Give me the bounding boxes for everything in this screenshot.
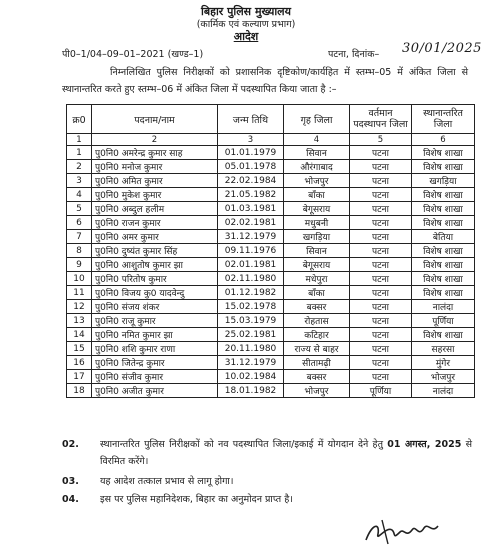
col-num: 5 bbox=[350, 134, 412, 146]
paragraph-number: 03. bbox=[62, 476, 79, 487]
cell-serial: 4 bbox=[67, 188, 92, 202]
table-row bbox=[67, 146, 475, 160]
cell-transferred-district: भोजपुर bbox=[412, 370, 475, 384]
table-row bbox=[67, 174, 475, 188]
cell-home-district: मधुबनी bbox=[284, 216, 350, 230]
cell-serial: 1 bbox=[67, 146, 92, 160]
cell-current-posting: पटना bbox=[350, 202, 412, 216]
cell-serial: 9 bbox=[67, 258, 92, 272]
cell-current-posting: पटना bbox=[350, 328, 412, 342]
paragraph-text-after: से विरमित करेंगे। bbox=[100, 439, 472, 467]
column-number-row bbox=[67, 134, 475, 146]
cell-name: पु0नि0 अब्दुल हलीम bbox=[92, 202, 218, 216]
cell-home-district: खगड़िया bbox=[284, 230, 350, 244]
cell-transferred-district: विशेष शाखा bbox=[412, 216, 475, 230]
cell-dob: 20.11.1980 bbox=[218, 342, 284, 356]
cell-home-district: बेगूसराय bbox=[284, 202, 350, 216]
table-row bbox=[67, 300, 475, 314]
cell-serial: 5 bbox=[67, 202, 92, 216]
cell-transferred-district: पूर्णिया bbox=[412, 314, 475, 328]
cell-dob: 02.01.1981 bbox=[218, 258, 284, 272]
cell-current-posting: पटना bbox=[350, 370, 412, 384]
col-num: 3 bbox=[218, 134, 284, 146]
cell-dob: 09.11.1976 bbox=[218, 244, 284, 258]
header-dob: जन्म तिथि bbox=[218, 105, 284, 134]
cell-dob: 31.12.1979 bbox=[218, 230, 284, 244]
cell-transferred-district: विशेष शाखा bbox=[412, 146, 475, 160]
cell-current-posting: पटना bbox=[350, 244, 412, 258]
cell-serial: 12 bbox=[67, 300, 92, 314]
cell-transferred-district: सहरसा bbox=[412, 342, 475, 356]
cell-serial: 8 bbox=[67, 244, 92, 258]
header-transferred-district: स्थानान्तरित जिला bbox=[412, 105, 475, 134]
cell-serial: 14 bbox=[67, 328, 92, 342]
cell-name: पु0नि0 मनोज कुमार bbox=[92, 160, 218, 174]
table-row bbox=[67, 328, 475, 342]
col-num: 4 bbox=[284, 134, 350, 146]
cell-serial: 13 bbox=[67, 314, 92, 328]
transfer-table bbox=[66, 104, 475, 398]
table-row bbox=[67, 216, 475, 230]
intro-paragraph bbox=[62, 64, 468, 98]
cell-name: पु0नि0 संजीव कुमार bbox=[92, 370, 218, 384]
office-name: बिहार पुलिस मुख्यालय bbox=[200, 5, 292, 18]
order-title: आदेश bbox=[233, 30, 259, 43]
cell-dob: 02.11.1980 bbox=[218, 272, 284, 286]
cell-current-posting: पटना bbox=[350, 300, 412, 314]
table-row bbox=[67, 342, 475, 356]
cell-transferred-district: बेतिया bbox=[412, 230, 475, 244]
cell-name: पु0नि0 संजय शंकर bbox=[92, 300, 218, 314]
release-date: 01 अगस्त, 2025 bbox=[387, 439, 462, 450]
cell-transferred-district: विशेष शाखा bbox=[412, 244, 475, 258]
cell-serial: 16 bbox=[67, 356, 92, 370]
cell-dob: 25.02.1981 bbox=[218, 328, 284, 342]
paragraph-text-before: स्थानान्तरित पुलिस निरीक्षकों को नव पदस्थापित जिला/इकाई में योगदान देने हेतु bbox=[100, 439, 383, 450]
cell-name: पु0नि0 राजन कुमार bbox=[92, 216, 218, 230]
cell-name: पु0नि0 जितेन्द्र कुमार bbox=[92, 356, 218, 370]
table-row bbox=[67, 272, 475, 286]
cell-transferred-district: मुंगेर bbox=[412, 356, 475, 370]
cell-home-district: बाँका bbox=[284, 286, 350, 300]
cell-current-posting: पटना bbox=[350, 174, 412, 188]
cell-serial: 17 bbox=[67, 370, 92, 384]
cell-transferred-district: विशेष शाखा bbox=[412, 258, 475, 272]
cell-current-posting: पटना bbox=[350, 146, 412, 160]
cell-serial: 6 bbox=[67, 216, 92, 230]
cell-home-district: भोजपुर bbox=[284, 384, 350, 398]
branch-name: (कार्मिक एवं कल्याण प्रभाग) bbox=[196, 19, 296, 30]
cell-home-district: बेगूसराय bbox=[284, 258, 350, 272]
cell-transferred-district: विशेष शाखा bbox=[412, 272, 475, 286]
cell-name: पु0नि0 राजू कुमार bbox=[92, 314, 218, 328]
cell-transferred-district: विशेष शाखा bbox=[412, 286, 475, 300]
cell-dob: 15.03.1979 bbox=[218, 314, 284, 328]
table-row bbox=[67, 384, 475, 398]
header-name: पदनाम/नाम bbox=[92, 105, 218, 134]
cell-current-posting: पटना bbox=[350, 286, 412, 300]
table-row bbox=[67, 202, 475, 216]
place-date-label: पटना, दिनांक– bbox=[328, 49, 380, 60]
cell-serial: 11 bbox=[67, 286, 92, 300]
cell-dob: 05.01.1978 bbox=[218, 160, 284, 174]
cell-current-posting: पटना bbox=[350, 188, 412, 202]
cell-home-district: बक्सर bbox=[284, 370, 350, 384]
cell-name: पु0नि0 विजय कु0 यादवेन्दु bbox=[92, 286, 218, 300]
cell-home-district: औरंगाबाद bbox=[284, 160, 350, 174]
table-row bbox=[67, 160, 475, 174]
cell-home-district: रोहतास bbox=[284, 314, 350, 328]
cell-transferred-district: विशेष शाखा bbox=[412, 328, 475, 342]
cell-name: पु0नि0 नमित कुमार झा bbox=[92, 328, 218, 342]
cell-current-posting: पटना bbox=[350, 356, 412, 370]
col-num: 6 bbox=[412, 134, 475, 146]
cell-serial: 15 bbox=[67, 342, 92, 356]
cell-home-district: बक्सर bbox=[284, 300, 350, 314]
table-row bbox=[67, 230, 475, 244]
cell-home-district: राज्य से बाहर bbox=[284, 342, 350, 356]
intro-text: निम्नलिखित पुलिस निरीक्षकों को प्रशासनिक दृष्टिकोण/कार्यहित में स्तम्भ–05 में अंकित जिला से स्थानान्तरित करते हुए स्तम्भ–06 में अंकित जिला में पदस्थापित किया जाता है :– bbox=[62, 67, 468, 95]
cell-dob: 31.12.1979 bbox=[218, 356, 284, 370]
cell-name: पु0नि0 दुष्यंत कुमार सिंह bbox=[92, 244, 218, 258]
table-row bbox=[67, 258, 475, 272]
cell-home-district: सीतामढ़ी bbox=[284, 356, 350, 370]
table-row bbox=[67, 356, 475, 370]
cell-transferred-district: खगड़िया bbox=[412, 174, 475, 188]
col-num: 2 bbox=[92, 134, 218, 146]
cell-name: पु0नि0 मुकेश कुमार bbox=[92, 188, 218, 202]
cell-dob: 01.01.1979 bbox=[218, 146, 284, 160]
table-row bbox=[67, 244, 475, 258]
col-num: 1 bbox=[67, 134, 92, 146]
cell-home-district: कटिहार bbox=[284, 328, 350, 342]
cell-serial: 2 bbox=[67, 160, 92, 174]
cell-current-posting: पटना bbox=[350, 258, 412, 272]
reference-number: पी0–1/04–09–01–2021 (खण्ड–1) bbox=[62, 49, 204, 60]
signature bbox=[362, 516, 442, 546]
cell-serial: 3 bbox=[67, 174, 92, 188]
paragraph-text bbox=[100, 436, 472, 470]
cell-name: पु0नि0 आशुतोष कुमार झा bbox=[92, 258, 218, 272]
header-current-posting: वर्तमान पदस्थापन जिला bbox=[350, 105, 412, 134]
cell-current-posting: पटना bbox=[350, 230, 412, 244]
table-row bbox=[67, 188, 475, 202]
cell-serial: 7 bbox=[67, 230, 92, 244]
cell-current-posting: पटना bbox=[350, 216, 412, 230]
cell-home-district: बाँका bbox=[284, 188, 350, 202]
paragraph-number: 02. bbox=[62, 439, 79, 450]
cell-dob: 22.02.1984 bbox=[218, 174, 284, 188]
cell-current-posting: पटना bbox=[350, 314, 412, 328]
paragraph-text: यह आदेश तत्काल प्रभाव से लागू होगा। bbox=[100, 476, 234, 487]
cell-current-posting: पटना bbox=[350, 160, 412, 174]
paragraph-text: इस पर पुलिस महानिदेशक, बिहार का अनुमोदन प्राप्त है। bbox=[100, 494, 293, 505]
cell-serial: 18 bbox=[67, 384, 92, 398]
cell-home-district: भोजपुर bbox=[284, 174, 350, 188]
header-serial: क्र0 bbox=[67, 105, 92, 134]
cell-current-posting: पटना bbox=[350, 342, 412, 356]
cell-dob: 02.02.1981 bbox=[218, 216, 284, 230]
table-row bbox=[67, 314, 475, 328]
cell-transferred-district: नालंदा bbox=[412, 300, 475, 314]
cell-name: पु0नि0 अमित कुमार bbox=[92, 174, 218, 188]
cell-current-posting: पूर्णिया bbox=[350, 384, 412, 398]
cell-current-posting: पटना bbox=[350, 272, 412, 286]
table-row bbox=[67, 286, 475, 300]
cell-transferred-district: विशेष शाखा bbox=[412, 160, 475, 174]
cell-home-district: सिवान bbox=[284, 244, 350, 258]
cell-name: पु0नि0 अजीत कुमार bbox=[92, 384, 218, 398]
cell-transferred-district: नालंदा bbox=[412, 384, 475, 398]
cell-dob: 21.05.1982 bbox=[218, 188, 284, 202]
cell-home-district: सिवान bbox=[284, 146, 350, 160]
cell-dob: 10.02.1984 bbox=[218, 370, 284, 384]
cell-dob: 18.01.1982 bbox=[218, 384, 284, 398]
table-row bbox=[67, 370, 475, 384]
paragraph-number: 04. bbox=[62, 494, 79, 505]
cell-name: पु0नि0 अमर कुमार bbox=[92, 230, 218, 244]
cell-name: पु0नि0 अमरेन्द्र कुमार साह bbox=[92, 146, 218, 160]
cell-transferred-district: विशेष शाखा bbox=[412, 188, 475, 202]
handwritten-date: 30/01/2025 bbox=[402, 41, 482, 56]
cell-dob: 01.03.1981 bbox=[218, 202, 284, 216]
table-header-row bbox=[67, 105, 475, 134]
cell-serial: 10 bbox=[67, 272, 92, 286]
cell-name: पु0नि0 परितोष कुमार bbox=[92, 272, 218, 286]
cell-name: पु0नि0 शशि कुमार राणा bbox=[92, 342, 218, 356]
cell-dob: 15.02.1978 bbox=[218, 300, 284, 314]
cell-transferred-district: विशेष शाखा bbox=[412, 202, 475, 216]
cell-dob: 01.12.1982 bbox=[218, 286, 284, 300]
header-home-district: गृह जिला bbox=[284, 105, 350, 134]
cell-home-district: मधेपुरा bbox=[284, 272, 350, 286]
